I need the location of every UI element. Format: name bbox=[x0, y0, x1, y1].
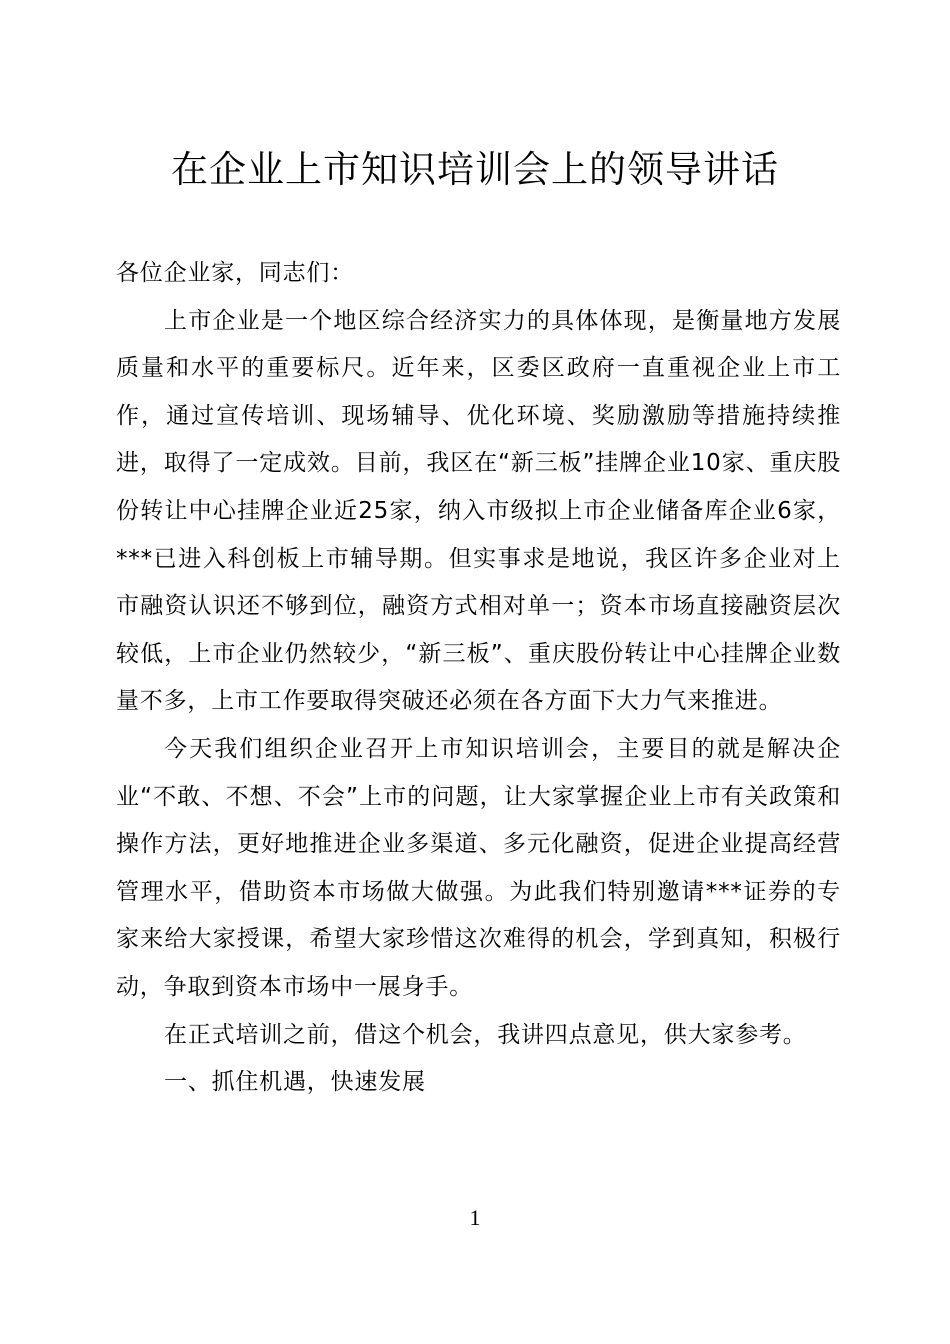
page-number: 1 bbox=[469, 1205, 481, 1230]
salutation: 各位企业家，同志们： bbox=[116, 260, 354, 286]
document-title: 在企业上市知识培训会上的领导讲话 bbox=[171, 148, 779, 191]
document-body bbox=[116, 250, 841, 1107]
section-heading: 一、抓住机遇，快速发展 bbox=[164, 1069, 426, 1096]
paragraph-2: 今天我们组织企业召开上市知识培训会，主要目的就是解决企业“不敢、不想、不会”上市的问题，让大家掌握企业上市有关政策和操作方法，更好地推进企业多渠道、多元化融资，促进企业提高经营管理水平，借助资本市场做大做强。为此我们特别邀请***证券的专家来给大家授课，希望大家珍惜这次难得的机会，学到真知，积极行动，争取到资本市场中一展身手。 bbox=[116, 735, 841, 1000]
paragraph-1: 上市企业是一个地区综合经济实力的具体体现，是衡量地方发展质量和水平的重要标尺。近年来，区委区政府一直重视企业上市工作，通过宣传培训、现场辅导、优化环境、奖励激励等措施持续推进，取得了一定成效。目前，我区在“新三板”挂牌企业10家、重庆股份转让中心挂牌企业近25家，纳入市级拟上市企业储备库企业6家，***已进入科创板上市辅导期。但实事求是地说，我区许多企业对上市融资认识还不够到位，融资方式相对单一；资本市场直接融资层次较低，上市企业仍然较少，“新三板”、重庆股份转让中心挂牌企业数量不多，上市工作要取得突破还必须在各方面下大力气来推进。 bbox=[116, 307, 841, 715]
paragraph-3: 在正式培训之前，借这个机会，我讲四点意见，供大家参考。 bbox=[164, 1021, 807, 1048]
